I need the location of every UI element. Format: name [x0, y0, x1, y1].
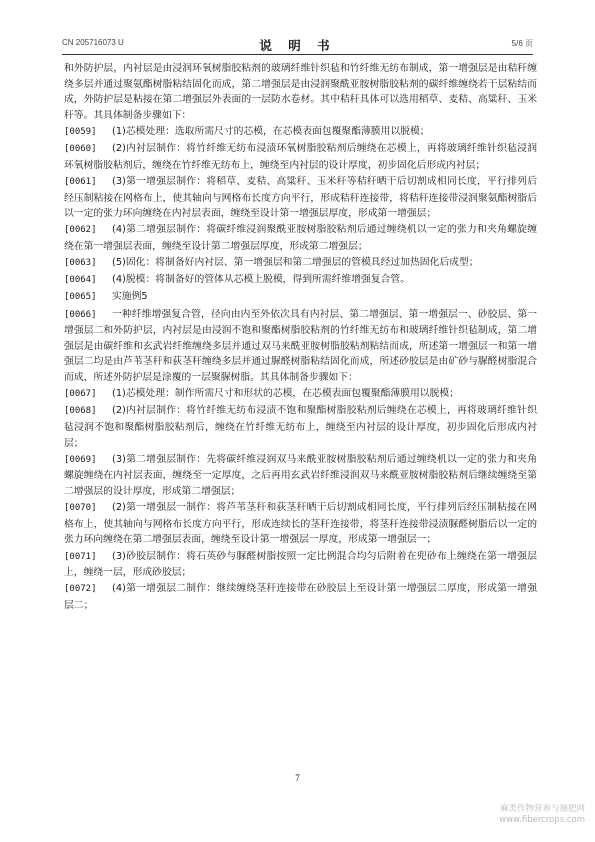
paragraph-number: [0066]	[64, 309, 97, 320]
site-watermark	[499, 804, 585, 826]
paragraph-text: (3)第二增强层制作：先将碳纤维浸润双马来酰亚胺树脂胶粘剂后通过缠绕机以一定的张力和夹角螺旋缠绕在内衬层表面，缠绕至一定厚度，之后再用玄武岩纤维浸润双马来酰亚胺树脂胶粘剂后继续缠绕至第二增强层的设计厚度，形成第二增强层；	[64, 453, 537, 497]
paragraph	[64, 452, 537, 500]
paragraph-text: (2)内衬层制作：将竹纤维无纺布浸渍环氧树脂胶粘剂后缠绕在芯模上，再将玻璃纤维针织毡浸润环氧树脂胶粘剂后，缠绕在竹纤维无纺布上，缠绕至内衬层的设计厚度，初步固化后形成内衬层；	[64, 143, 537, 171]
paragraph	[64, 386, 537, 403]
page-indicator: 5/6 页	[511, 39, 533, 48]
paragraph-text: (4)第二增强层制作：将碳纤维浸润聚酰亚胺树脂胶粘剂后通过缠绕机以一定的张力和夹角螺旋缠绕在第一增强层表面，缠绕至设计第二增强层厚度，形成第二增强层；	[64, 224, 537, 252]
paragraph-text: (3)第一增强层制作：将稻草、麦秸、高粱秆、玉米秆等秸秆晒干后切割成相同长度，平行排列后经压制粘接在网格布上，使其轴向与网格布长度方向平行，形成秸秆连接带，将秸秆连接带浸润聚氨酯树脂后以一定的张力环向缠绕在内衬层表面，缠绕至设计第一增强层厚度，形成第一增强层；	[64, 175, 537, 220]
watermark-url: www.fibercrops.com	[499, 815, 585, 825]
document-title: 说 明 书	[259, 38, 336, 53]
paragraph-text: (2)第一增强层一制作：将芦苇茎秆和荻茎秆晒干后切割成相同长度，平行排列后经压制粘接在网格布上，使其轴向与网格布长度方向平行，形成连续长的茎秆连接带，将茎秆连接带浸渍脲醛树脂后以一定的张力环向缠绕在第二增强层表面，缠绕至设计第一增强层一厚度，形成第一增强层一；	[64, 502, 537, 546]
paragraph-number: [0067]	[64, 389, 97, 400]
paragraph	[64, 500, 537, 548]
paragraph-number: [0060]	[64, 144, 97, 155]
paragraph	[64, 549, 537, 581]
paragraph	[64, 222, 537, 254]
paragraph	[64, 272, 537, 289]
paragraph-text: 一种纤维增强复合管，径向由内至外依次具有内衬层、第二增强层、第一增强层一、砂胶层、第一增强层二和外防护层，内衬层是由浸润不饱和聚酯树脂胶粘剂的竹纤维无纺布和玻璃纤维针织毡制成，第二增强层是由碳纤维和玄武岩纤维缠绕多层并通过双马来酰亚胺树脂胶粘剂粘结而成，所述第一增强层一和第一增强层二均是由芦苇茎秆和荻茎秆缠绕多层并通过脲醛树脂粘结固化而成，所述砂胶层是由矿砂与脲醛树脂混合而成，所述外防护层是涂覆的一层聚脲树脂。其具体制备步骤如下：	[64, 308, 537, 384]
document-body	[64, 61, 537, 614]
paragraph-text: (4)脱模：将制备好的管体从芯模上脱模，得到所需纤维增强复合管。	[112, 274, 410, 286]
paragraph-number: [0063]	[64, 258, 97, 269]
paragraph-number: [0071]	[64, 551, 97, 562]
header-divider	[62, 54, 533, 55]
paragraph	[64, 307, 537, 386]
paragraph	[64, 61, 537, 123]
paragraph-number: [0061]	[64, 176, 97, 187]
paragraph-text: (5)固化：将制备好内衬层、第一增强层和第二增强层的管模具经过加热固化后成型；	[112, 257, 479, 269]
paragraph-number: [0070]	[64, 503, 97, 514]
paragraph-text: (1)芯模处理：选取所需尺寸的芯模，在芯模表面包覆聚酯薄膜用以脱模；	[112, 125, 430, 137]
paragraph-text: (1)芯模处理：制作所需尺寸和形状的芯模，在芯模表面包覆聚酯薄膜用以脱模；	[112, 388, 459, 400]
document-number: CN 205716073 U	[62, 38, 124, 47]
paragraph	[64, 174, 537, 222]
paragraph-text: (2)内衬层制作：将竹纤维无纺布浸渍不饱和聚酯树脂胶粘剂后缠绕在芯模上，再将玻璃纤维针织毡浸润不饱和聚酯树脂胶粘剂后，缠绕在竹纤维无纺布上，缠绕至内衬层的设计厚度，初步固化后形成内衬层；	[64, 405, 537, 449]
paragraph-text: 和外防护层，内衬层是由浸润环氧树脂胶粘剂的玻璃纤维针织毡和竹纤维无纺布制成，第一增强层是由秸秆缠绕多层并通过聚氨酯树脂粘结固化而成，第二增强层是由浸润聚酰亚胺树脂胶粘剂的碳纤维缠绕若干层粘结而成，外防护层是粘接在第二增强层外表面的一层防水卷材。其中秸秆具体可以选用稻草、麦秸、高粱秆、玉米秆等。其具体制备步骤如下：	[64, 63, 537, 121]
paragraph	[64, 141, 537, 173]
paragraph-number: [0059]	[64, 126, 97, 137]
paragraph-number: [0069]	[64, 454, 97, 465]
paragraph-number: [0062]	[64, 225, 97, 236]
watermark-site-name: 麻类作物营养与施肥网	[499, 804, 585, 814]
paragraph	[64, 255, 537, 272]
paragraph	[64, 403, 537, 451]
paragraph	[64, 289, 537, 306]
page-header	[62, 36, 533, 52]
paragraph-number: [0068]	[64, 406, 97, 417]
paragraph	[64, 581, 537, 613]
paragraph-number: [0064]	[64, 275, 97, 286]
paragraph-text: (4)第一增强层二制作：继续缠绕茎秆连接带在砂胶层上至设计第一增强层二厚度，形成第一增强层二；	[64, 583, 537, 611]
paragraph	[64, 124, 537, 141]
page-number: 7	[295, 773, 300, 783]
paragraph-number: [0072]	[64, 584, 97, 595]
paragraph-text: (3)砂胶层制作：将石英砂与脲醛树脂按照一定比例混合均匀后附着在兜砂布上缠绕在第一增强层上，缠绕一层，形成砂胶层；	[64, 550, 537, 579]
section-heading: 实施例5	[112, 291, 148, 303]
paragraph-number: [0065]	[64, 292, 97, 303]
